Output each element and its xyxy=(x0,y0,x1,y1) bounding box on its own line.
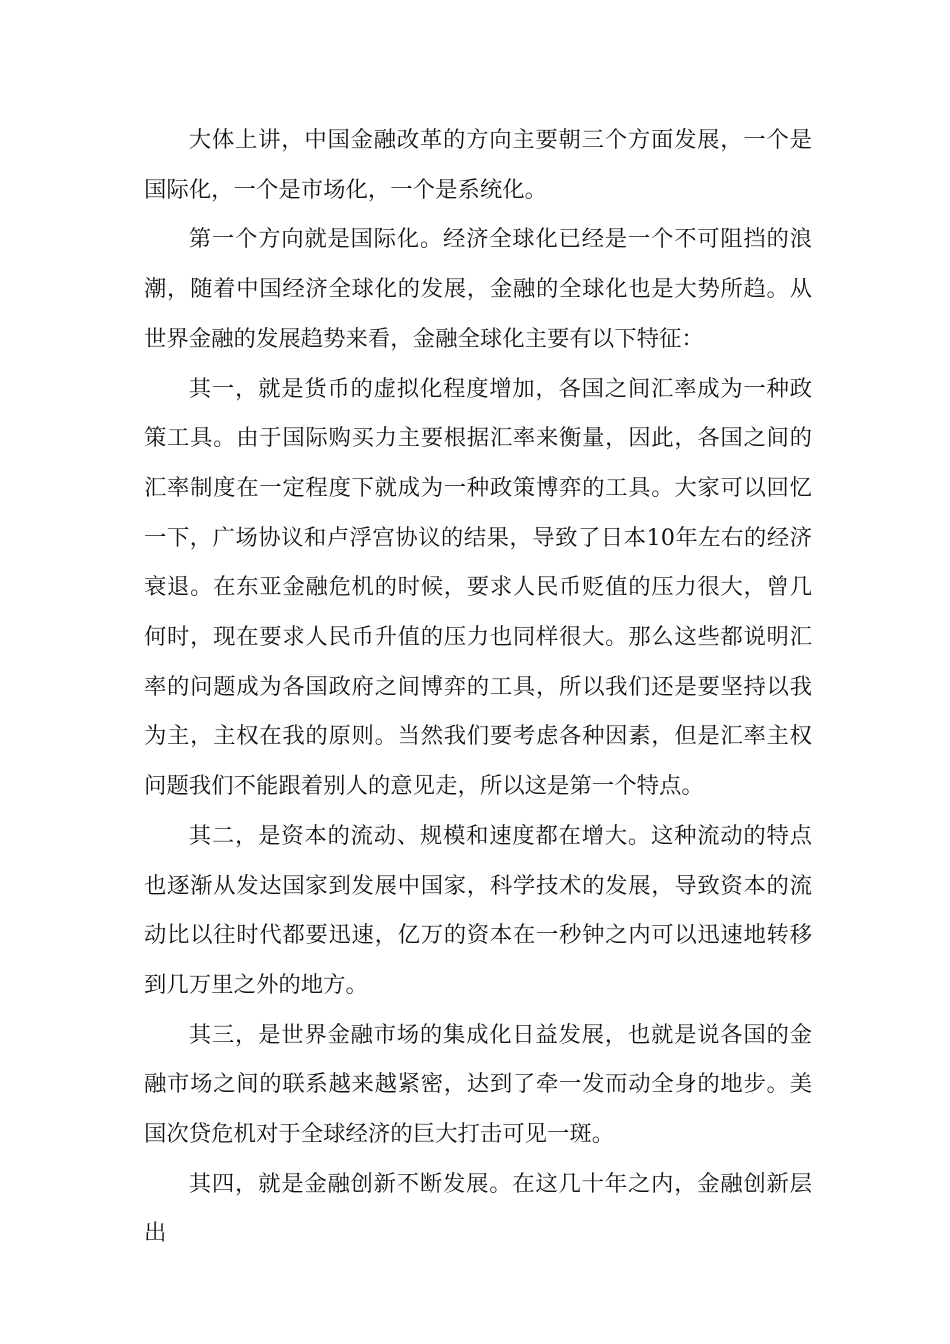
paragraph-intro: 大体上讲，中国金融改革的方向主要朝三个方面发展，一个是国际化，一个是市场化，一个是系统化。 xyxy=(144,127,812,203)
paragraph-direction-one: 第一个方向就是国际化。经济全球化已经是一个不可阻挡的浪潮，随着中国经济全球化的发展，金融的全球化也是大势所趋。从世界金融的发展趋势来看，金融全球化主要有以下特征： xyxy=(144,226,812,352)
document-body xyxy=(144,116,812,1259)
paragraph-feature-two: 其二，是资本的流动、规模和速度都在增大。这种流动的特点也逐渐从发达国家到发展中国家，科学技术的发展，导致资本的流动比以往时代都要迅速，亿万的资本在一秒钟之内可以迅速地转移到几万里之外的地方。 xyxy=(144,822,812,998)
paragraph-feature-one: 其一，就是货币的虚拟化程度增加，各国之间汇率成为一种政策工具。由于国际购买力主要根据汇率来衡量，因此，各国之间的汇率制度在一定程度下就成为一种政策博弈的工具。大家可以回忆一下，广场协议和卢浮宫协议的结果，导致了日本10年左右的经济衰退。在东亚金融危机的时候，要求人民币贬值的压力很大，曾几何时，现在要求人民币升值的压力也同样很大。那么这些都说明汇率的问题成为各国政府之间博弈的工具，所以我们还是要坚持以我为主，主权在我的原则。当然我们要考虑各种因素，但是汇率主权问题我们不能跟着别人的意见走，所以这是第一个特点。 xyxy=(144,375,812,800)
paragraph-feature-four: 其四，就是金融创新不断发展。在这几十年之内，金融创新层出 xyxy=(144,1170,812,1247)
paragraph-feature-three: 其三，是世界金融市场的集成化日益发展，也就是说各国的金融市场之间的联系越来越紧密，达到了牵一发而动全身的地步。美国次贷危机对于全球经济的巨大打击可见一斑。 xyxy=(144,1021,812,1148)
